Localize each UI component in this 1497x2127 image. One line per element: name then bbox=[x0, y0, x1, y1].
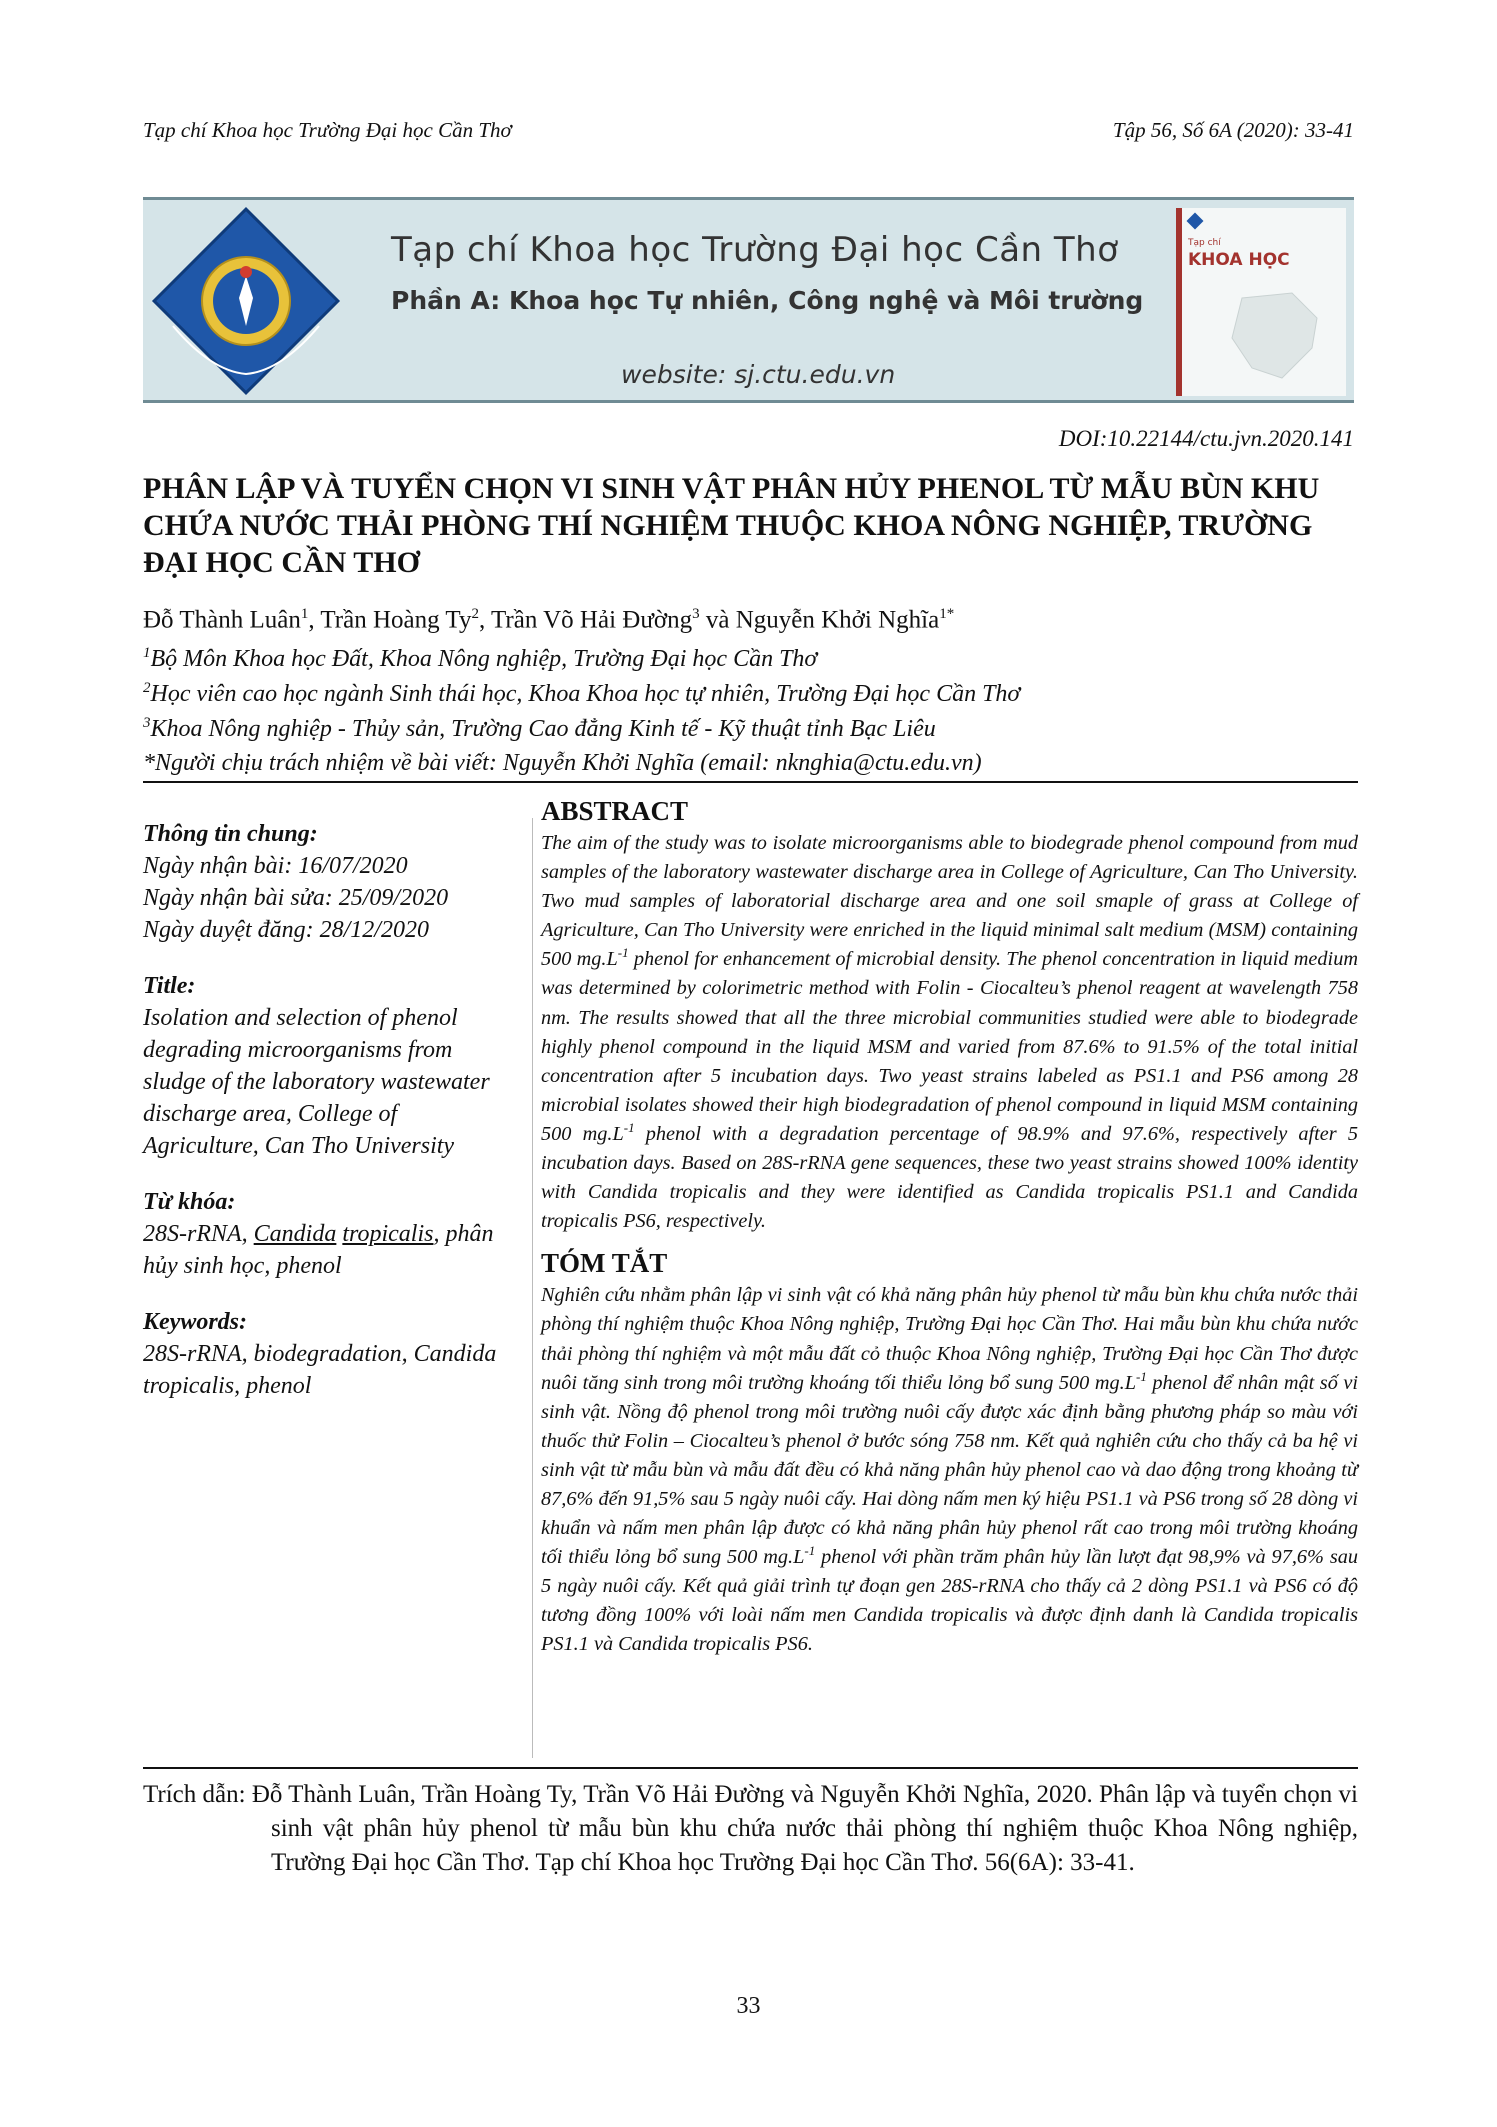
keywords-heading: Keywords: bbox=[143, 1309, 247, 1335]
divider bbox=[143, 1767, 1358, 1769]
paper-title: PHÂN LẬP VÀ TUYỂN CHỌN VI SINH VẬT PHÂN HỦY PHENOL TỪ MẪU BÙN KHU CHỨA NƯỚC THẢI PHÒNG THÍ NGHIỆM THUỘC KHOA NÔNG NGHIỆP, TRƯỜNG ĐẠI HỌC CẦN THƠ bbox=[143, 472, 1320, 579]
page-number: 33 bbox=[736, 1993, 761, 2019]
affiliation: $^2$Học viên cao học ngành Sinh thái học, Khoa Khoa học tự nhiên, Trường Đại học Cần Thơ bbox=[143, 680, 1021, 707]
article-info-sidebar bbox=[143, 818, 513, 1426]
abstract-column bbox=[541, 796, 1358, 1672]
affiliation: $^3$Khoa Nông nghiệp - Thủy sản, Trường Cao đẳng Kinh tế - Kỹ thuật tỉnh Bạc Liêu bbox=[143, 715, 936, 742]
column-divider bbox=[532, 818, 533, 1758]
affiliation: $^1$Bộ Môn Khoa học Đất, Khoa Nông nghiệp, Trường Đại học Cần Thơ bbox=[143, 645, 818, 672]
cover-label: Tạp chí bbox=[1188, 238, 1221, 248]
tomtat-text: Nghiên cứu nhằm phân lập vi sinh vật có khả năng phân hủy phenol từ mẫu bùn khu chứa nước thải phòng thí nghiệm thuộc Khoa Nông nghiệp, Trường Đại học Cần Thơ. Hai mẫu bùn khu chứa nước thải phòng thí nghiệm và một mẫu đất cỏ thuộc Khoa Nông nghiệp, Trường Đại học Cần Thơ được nuôi tăng sinh trong môi trường khoáng tối thiểu lỏng bổ sung 500 $mg.L^{-1}$ phenol để nhân mật số vi sinh vật. Nồng độ phenol trong môi trường nuôi cấy được xác định bằng phương pháp so màu với thuốc thử Folin – Ciocalteu’s phenol ở bước sóng 758 nm. Kết quả nghiên cứu cho thấy cả ba hệ vi sinh vật từ mẫu bùn và mẫu đất đều có khả năng phân hủy phenol cao và dao động trong khoảng từ 87,6% đến 91,5% sau 5 ngày nuôi cấy. Hai dòng nấm men ký hiệu PS1.1 và PS6 trong số 28 dòng vi khuẩn và nấm men phân lập được có khả năng phân hủy phenol rất cao trong môi trường khoáng tối thiểu lỏng bổ sung 500 $mg.L^{-1}$ phenol với phần trăm phân hủy lần lượt đạt 98,9% và 97,6% sau 5 ngày nuôi cấy. Kết quả giải trình tự đoạn gen 28S-rRNA cho thấy cả 2 dòng PS1.1 và PS6 có độ tương đồng 100% với loài nấm men Candida tropicalis và được định danh là Candida tropicalis PS1.1 và Candida tropicalis PS6. bbox=[541, 1284, 1358, 1656]
divider bbox=[143, 781, 1358, 783]
abstract-heading: ABSTRACT bbox=[541, 796, 689, 826]
banner-website: website: sj.ctu.edu.vn bbox=[621, 360, 896, 389]
banner-title: Tạp chí Khoa học Trường Đại học Cần Thơ bbox=[391, 230, 1119, 270]
corresponding-author: *Người chịu trách nhiệm về bài viết: Nguyễn Khởi Nghĩa (email: nknghia@ctu.edu.vn) bbox=[143, 750, 982, 776]
author-name: Đỗ Thành Luân bbox=[143, 606, 301, 634]
received-date: Ngày nhận bài: 16/07/2020 bbox=[143, 853, 408, 879]
tomtat-heading: TÓM TẮT bbox=[541, 1248, 668, 1279]
keywords-list: 28S-rRNA, biodegradation, Candida tropicalis, phenol bbox=[143, 1341, 497, 1399]
cover-map-icon bbox=[1222, 288, 1332, 388]
banner-subtitle: Phần A: Khoa học Tự nhiên, Công nghệ và Môi trường bbox=[391, 286, 1144, 315]
english-title: Isolation and selection of phenol degrading microorganisms from sludge of the laboratory wastewater discharge area, College of Agriculture, Can Tho University bbox=[143, 1005, 490, 1159]
abstract-text: The aim of the study was to isolate microorganisms able to biodegrade phenol compound from mud samples of the laboratory wastewater discharge area in College of Agriculture, Can Tho University. Two mud samples of laboratorial discharge area and one soil smaple of grass at College of Agriculture, Can Tho University were enriched in the liquid minimal salt medium (MSM) containing 500 $mg.L^{-1}$ phenol for enhancement of microbial density. The phenol concentration in liquid medium was determined by colorimetric method with Folin - Ciocalteu’s phenol reagent at wavelength 758 nm. The results showed that all the three microbial communities studied were able to biodegrade highly phenol compound in the liquid MSM and varied from 87.6% to 91.5% of the total initial concentration after 5 incubation days. Two yeast strains labeled as PS1.1 and PS6 among 28 microbial isolates showed their high biodegradation of phenol compound in liquid MSM containing 500 $mg.L^{-1}$ phenol with a degradation percentage of 98.9% and 97.6%, respectively after 5 incubation days. Based on 28S-rRNA gene sequences, these two yeast strains showed 100% identity with Candida tropicalis and they were identified as Candida tropicalis PS1.1 and Candida tropicalis PS6, respectively. bbox=[541, 832, 1358, 1233]
info-heading: Thông tin chung: bbox=[143, 821, 318, 847]
author-list: Đỗ Thành Luân$^1$, Trần Hoàng Ty$^2$, Trần Võ Hải Đường$^3$ và Nguyễn Khởi Nghĩa$^{1*}$ bbox=[143, 606, 955, 634]
doi: DOI:10.22144/ctu.jvn.2020.141 bbox=[1058, 426, 1354, 451]
english-title-heading: Title: bbox=[143, 973, 196, 999]
accepted-date: Ngày duyệt đăng: 28/12/2020 bbox=[143, 917, 429, 943]
tukhoa-heading: Từ khóa: bbox=[143, 1189, 236, 1215]
revised-date: Ngày nhận bài sửa: 25/09/2020 bbox=[143, 885, 449, 911]
cover-title: KHOA HỌC bbox=[1188, 250, 1290, 270]
author-name: Trần Võ Hải Đường bbox=[491, 606, 693, 634]
university-logo bbox=[151, 206, 341, 396]
cover-logo-icon bbox=[1186, 212, 1204, 230]
author-name: Nguyễn Khởi Nghĩa bbox=[735, 606, 940, 634]
author-name: Trần Hoàng Ty bbox=[320, 606, 472, 634]
journal-cover-thumbnail bbox=[1176, 208, 1346, 396]
running-header-issue: Tập 56, Số 6A (2020): 33-41 bbox=[1112, 118, 1354, 142]
journal-banner bbox=[143, 197, 1354, 403]
citation: Trích dẫn: Đỗ Thành Luân, Trần Hoàng Ty, Trần Võ Hải Đường và Nguyễn Khởi Nghĩa, 2020. Phân lập và tuyển chọn vi sinh vật phân hủy phenol từ mẫu bùn khu chứa nước thải phòng thí nghiệm thuộc Khoa Nông nghiệp, Trường Đại học Cần Thơ. Tạp chí Khoa học Trường Đại học Cần Thơ. 56(6A): 33-41. bbox=[143, 1781, 1358, 1876]
running-header-journal: Tạp chí Khoa học Trường Đại học Cần Thơ bbox=[143, 118, 512, 142]
tukhoa-list: 28S-rRNA, Candida tropicalis, phân hủy sinh học, phenol bbox=[143, 1221, 494, 1279]
